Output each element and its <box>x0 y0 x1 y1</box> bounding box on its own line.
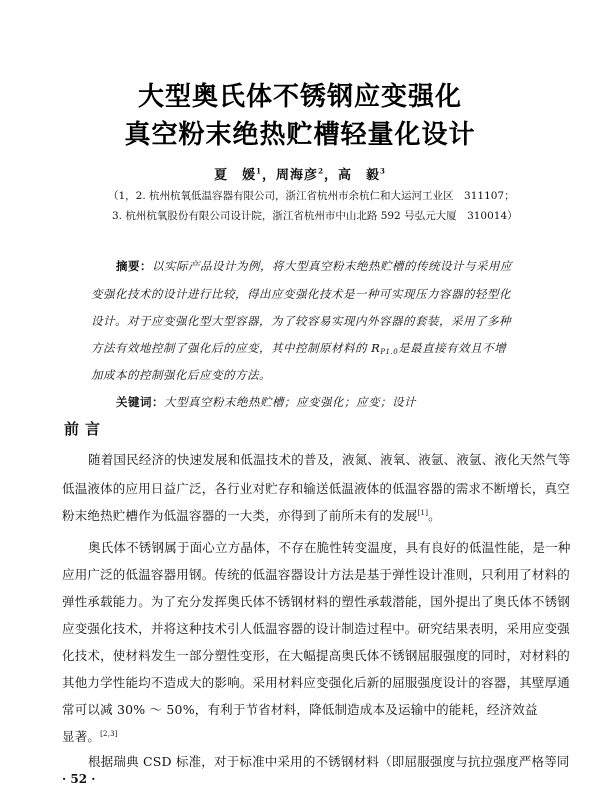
section-heading-preface: 前言 <box>64 420 107 438</box>
paper-title-line-1: 大型奥氏体不锈钢应变强化 <box>137 82 462 112</box>
abstract-line-3: 设计。对于应变强化型大型容器，为了较容易实现内外容器的套装，采用了多种 <box>91 314 511 328</box>
body-p3-line-1: 根据瑞典 CSD 标准，对于标准中采用的不锈钢材料（即屈服强度与抗拉强度严格等同 <box>88 754 570 769</box>
citation-1: [1] <box>417 508 429 517</box>
citation-2-3: [2,3] <box>100 729 118 738</box>
keywords-label: 关键词： <box>116 395 164 409</box>
abstract-line-2: 变强化技术的设计进行比较，得出应变强化技术是一种可实现压力容器的轻型化 <box>91 287 511 301</box>
body-p1-end: 。 <box>428 508 441 523</box>
body-p1-line-3 <box>62 506 441 524</box>
body-p1-line-1: 随着国民经济的快速发展和低温技术的普及，液氮、液氧、液氩、液氩、液化天然气等 <box>88 452 571 467</box>
body-p2-line-1: 奥氏体不锈钢属于面心立方晶体，不存在脆性转变温度，具有良好的低温性能，是一种 <box>88 540 571 555</box>
body-p2-text-8: 显著。 <box>62 729 101 744</box>
rp-subscript: P1.0 <box>380 348 399 356</box>
body-p2-line-7: 常可以减 30% ～ 50%，有利于节省材料，降低制造成本及运输中的能耗，经济效益 <box>62 702 538 717</box>
author-2: 周海彦 <box>276 168 319 183</box>
author-3-affil: 3 <box>379 166 386 176</box>
abstract-text-1: 以实际产品设计为例，将大型真空粉末绝热贮槽的传统设计与采用应 <box>152 259 512 273</box>
body-p2-line-6: 其他力学性能均不造成大的影响。采用材料应变强化后新的屈服强度设计的容器，其壁厚通 <box>62 675 571 690</box>
abstract-text-4a: 方法有效地控制了强化后的应变，其中控制原材料的 R <box>91 341 381 355</box>
author-list: 夏 媛$^1$，周海彦$^2$，高 毅$^3$ <box>214 166 386 183</box>
author-1-affil: 1 <box>256 166 263 176</box>
abstract-line-1 <box>116 258 512 274</box>
author-1: 夏 媛 <box>214 168 257 183</box>
paper-title-line-2: 真空粉末绝热贮槽轻量化设计 <box>124 120 476 150</box>
body-p1-line-2: 低温液体的应用日益广泛，各行业对贮存和输送低温液体的低温容器的需求不断增长，真空 <box>62 481 571 496</box>
affiliation-line-2: 3. 杭州杭氧股份有限公司设计院，浙江省杭州市中山北路 592 号弘元大厦 310014） <box>112 210 518 222</box>
body-p2-line-2: 应用广泛的低温容器用钢。传统的低温容器设计方法是基于弹性设计准则，只利用了材料的 <box>62 567 571 582</box>
body-p2-line-4: 应变强化技术，并将这种技术引人低温容器的设计制造过程中。研究结果表明，采用应变强 <box>62 621 571 636</box>
body-p1-text-3: 粉末绝热贮槽作为低温容器的一大类，亦得到了前所未有的发展 <box>62 508 418 523</box>
author-3: 高 毅 <box>337 168 380 183</box>
abstract-line-5: 加成本的控制强化后应变的方法。 <box>91 368 271 382</box>
keywords-line <box>116 394 416 410</box>
author-2-affil: 2 <box>318 166 324 176</box>
keywords-text: 大型真空粉末绝热贮槽；应变强化；应变；设计 <box>164 395 416 409</box>
page-number: · 52 · <box>62 772 96 786</box>
body-p2-line-8 <box>62 727 118 745</box>
body-p2-line-3: 弹性承载能力。为了充分发挥奥氏体不锈钢材料的塑性承载潜能，国外提出了奥氏体不锈钢 <box>62 594 571 609</box>
body-p2-line-5: 化技术，使材料发生一部分塑性变形，在大幅提高奥氏体不锈钢屈服强度的同时，对材料的 <box>62 648 571 663</box>
abstract-line-4 <box>91 340 506 356</box>
abstract-label: 摘要： <box>116 259 152 273</box>
affiliation-line-1: （1，2. 杭州杭氧低温容器有限公司，浙江省杭州市余杭仁和大运河工业区 311107； <box>108 190 515 202</box>
abstract-text-4b: 是最直接有效且不增 <box>398 341 507 355</box>
